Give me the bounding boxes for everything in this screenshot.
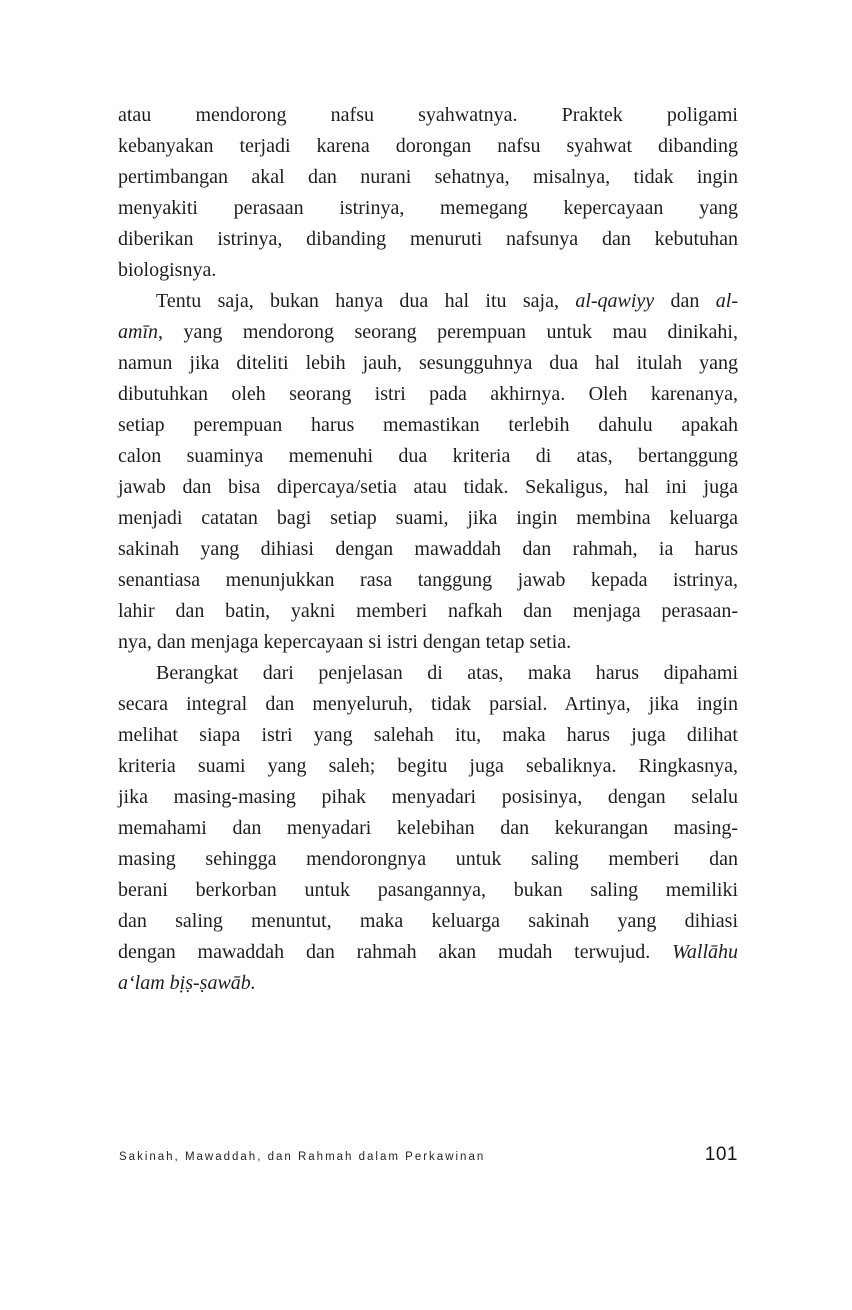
text-line (118, 100, 738, 131)
text-line (118, 720, 738, 751)
italic-term: amīn (118, 321, 158, 343)
text-line (118, 131, 738, 162)
text-line (118, 472, 738, 503)
text-line (118, 162, 738, 193)
text-line (118, 782, 738, 813)
text-segment: secara integral dan menyeluruh, tidak parsial. Artinya, jika ingin (118, 693, 738, 715)
text-line (118, 875, 738, 906)
text-segment: kriteria suami yang saleh; begitu juga sebaliknya. Ringkasnya, (118, 755, 738, 777)
text-segment: dan (654, 290, 716, 312)
text-line (118, 534, 738, 565)
text-line (118, 224, 738, 255)
page-footer (119, 1144, 738, 1166)
text-line (118, 937, 738, 968)
italic-term: al-qawiyy (575, 290, 655, 312)
text-segment: menjadi catatan bagi setiap suami, jika ingin membina keluarga (118, 507, 738, 529)
text-segment: Tentu saja, bukan hanya dua hal itu saja, (156, 290, 576, 312)
text-segment: diberikan istrinya, dibanding menuruti nafsunya dan kebutuhan (118, 228, 738, 250)
text-line (118, 193, 738, 224)
text-block (118, 100, 738, 999)
text-segment: masing sehingga mendorongnya untuk saling memberi dan (118, 848, 738, 870)
running-footer-title: Sakinah, Mawaddah, dan Rahmah dalam Perkawinan (119, 1151, 486, 1163)
text-segment: lahir dan batin, yakni memberi nafkah dan menjaga perasaan- (118, 600, 738, 622)
text-segment: berani berkorban untuk pasangannya, bukan saling memiliki (118, 879, 738, 901)
text-segment: sakinah yang dihiasi dengan mawaddah dan rahmah, ia harus (118, 538, 738, 560)
text-segment: nya, dan menjaga kepercayaan si istri dengan tetap setia. (118, 631, 572, 653)
text-line (118, 658, 738, 689)
text-line (118, 968, 738, 999)
text-line (118, 844, 738, 875)
text-line (118, 751, 738, 782)
italic-term: a‘lam bịṣ-ṣawāb. (118, 972, 256, 994)
text-line (118, 689, 738, 720)
text-segment: pertimbangan akal dan nurani sehatnya, misalnya, tidak ingin (118, 166, 738, 188)
text-line (118, 317, 738, 348)
text-segment: dengan mawaddah dan rahmah akan mudah terwujud. (118, 941, 673, 963)
text-segment: jawab dan bisa dipercaya/setia atau tidak. Sekaligus, hal ini juga (118, 476, 738, 498)
page-number: 101 (704, 1144, 738, 1165)
text-segment: calon suaminya memenuhi dua kriteria di atas, bertanggung (118, 445, 738, 467)
text-segment: dan saling menuntut, maka keluarga sakinah yang dihiasi (118, 910, 738, 932)
text-segment: namun jika diteliti lebih jauh, sesungguhnya dua hal itulah yang (118, 352, 738, 374)
text-line (118, 255, 738, 286)
text-segment: kebanyakan terjadi karena dorongan nafsu syahwat dibanding (118, 135, 738, 157)
text-segment: senantiasa menunjukkan rasa tanggung jawab kepada istrinya, (118, 569, 738, 591)
text-line (118, 627, 738, 658)
text-line (118, 410, 738, 441)
text-segment: , yang mendorong seorang perempuan untuk mau dinikahi, (158, 321, 738, 343)
text-line (118, 503, 738, 534)
text-segment: Berangkat dari penjelasan di atas, maka harus dipahami (156, 662, 738, 684)
text-segment: dibutuhkan oleh seorang istri pada akhirnya. Oleh karenanya, (118, 383, 738, 405)
text-line (118, 906, 738, 937)
italic-term: al- (715, 290, 738, 312)
text-line (118, 565, 738, 596)
text-line (118, 441, 738, 472)
text-segment: jika masing-masing pihak menyadari posisinya, dengan selalu (118, 786, 738, 808)
text-segment: memahami dan menyadari kelebihan dan kekurangan masing- (118, 817, 738, 839)
text-segment: atau mendorong nafsu syahwatnya. Praktek poligami (118, 104, 738, 126)
text-segment: menyakiti perasaan istrinya, memegang kepercayaan yang (118, 197, 738, 219)
text-line (118, 348, 738, 379)
text-line (118, 379, 738, 410)
text-segment: biologisnya. (118, 259, 217, 281)
italic-term: Wallāhu (672, 941, 738, 963)
text-segment: setiap perempuan harus memastikan terlebih dahulu apakah (118, 414, 738, 436)
text-line (118, 286, 738, 317)
text-line (118, 596, 738, 627)
text-segment: melihat siapa istri yang salehah itu, maka harus juga dilihat (118, 724, 738, 746)
text-line (118, 813, 738, 844)
